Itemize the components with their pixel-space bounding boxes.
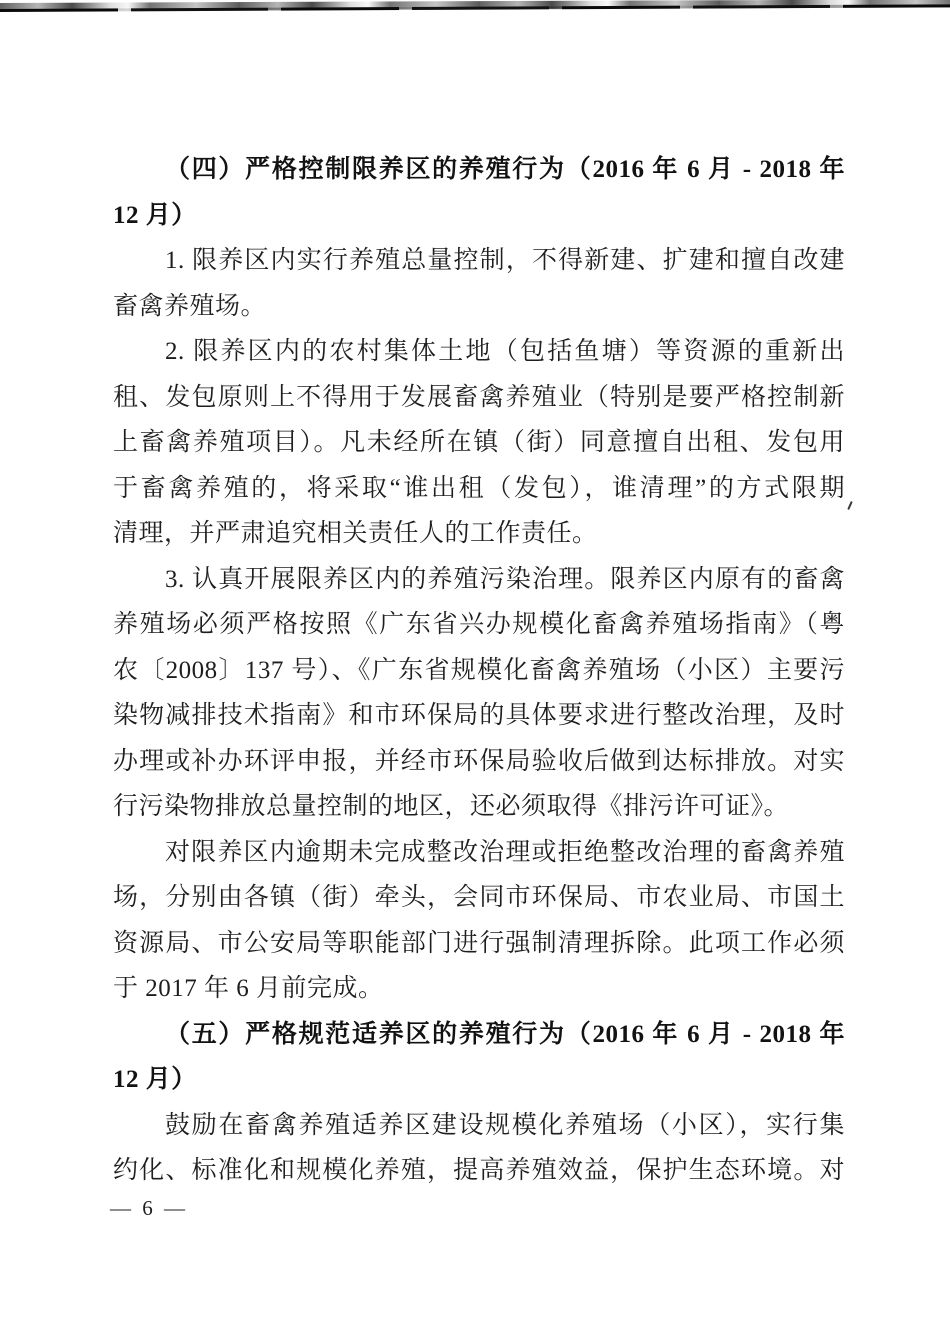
- scan-ink-line: [0, 4, 950, 11]
- text-line: 1. 限养区内实行养殖总量控制，不得新建、扩建和擅自改建: [165, 247, 845, 274]
- text-line: 畜禽养殖场。: [113, 292, 267, 320]
- text-line: 于畜禽养殖的，将采取“谁出租（发包），谁清理”的方式限期: [113, 474, 845, 502]
- text-line: 农〔2008〕137 号）、《广东省规模化畜禽养殖场（小区）主要污: [113, 656, 845, 684]
- page-number: — 6 —: [110, 1196, 188, 1220]
- text-line: 办理或补办环评申报，并经市环保局验收后做到达标排放。对实: [113, 747, 845, 775]
- scan-artifact-top: [0, 0, 950, 22]
- scan-smudge: [0, 0, 950, 11]
- text-line: 租、发包原则上不得用于发展畜禽养殖业（特别是要严格控制新: [113, 383, 845, 411]
- text-line: 清理，并严肃追究相关责任人的工作责任。: [113, 520, 598, 547]
- text-line: 鼓励在畜禽养殖适养区建设规模化养殖场（小区），实行集: [165, 1111, 845, 1139]
- scan-artifact-mark: [847, 501, 852, 510]
- text-line: 养殖场必须严格按照《广东省兴办规模化畜禽养殖场指南》（粤: [113, 611, 845, 638]
- document-body: [113, 147, 845, 1194]
- section-heading-line: 12 月）: [113, 201, 197, 229]
- text-line: 3. 认真开展限养区内的养殖污染治理。限养区内原有的畜禽: [165, 565, 845, 593]
- text-line: 行污染物排放总量控制的地区，还必须取得《排污许可证》。: [113, 793, 790, 820]
- text-line: 2. 限养区内的农村集体土地（包括鱼塘）等资源的重新出: [165, 338, 845, 365]
- text-line: 资源局、市公安局等职能部门进行强制清理拆除。此项工作必须: [113, 929, 845, 957]
- section-heading-line: 12 月）: [113, 1066, 197, 1093]
- text-line: 染物减排技术指南》和市环保局的具体要求进行整改治理，及时: [113, 702, 845, 729]
- text-line: 对限养区内逾期未完成整改治理或拒绝整改治理的畜禽养殖: [165, 838, 845, 866]
- text-line: 上畜禽养殖项目）。凡未经所在镇（街）同意擅自出租、发包用: [113, 429, 845, 456]
- section-heading-line: （四）严格控制限养区的养殖行为（2016 年 6 月 - 2018 年: [165, 156, 845, 183]
- text-line: 于 2017 年 6 月前完成。: [113, 975, 384, 1002]
- text-line: 约化、标准化和规模化养殖，提高养殖效益，保护生态环境。对: [113, 1157, 845, 1184]
- text-line: 场，分别由各镇（街）牵头，会同市环保局、市农业局、市国土: [113, 884, 845, 911]
- section-heading-line: （五）严格规范适养区的养殖行为（2016 年 6 月 - 2018 年: [165, 1020, 845, 1048]
